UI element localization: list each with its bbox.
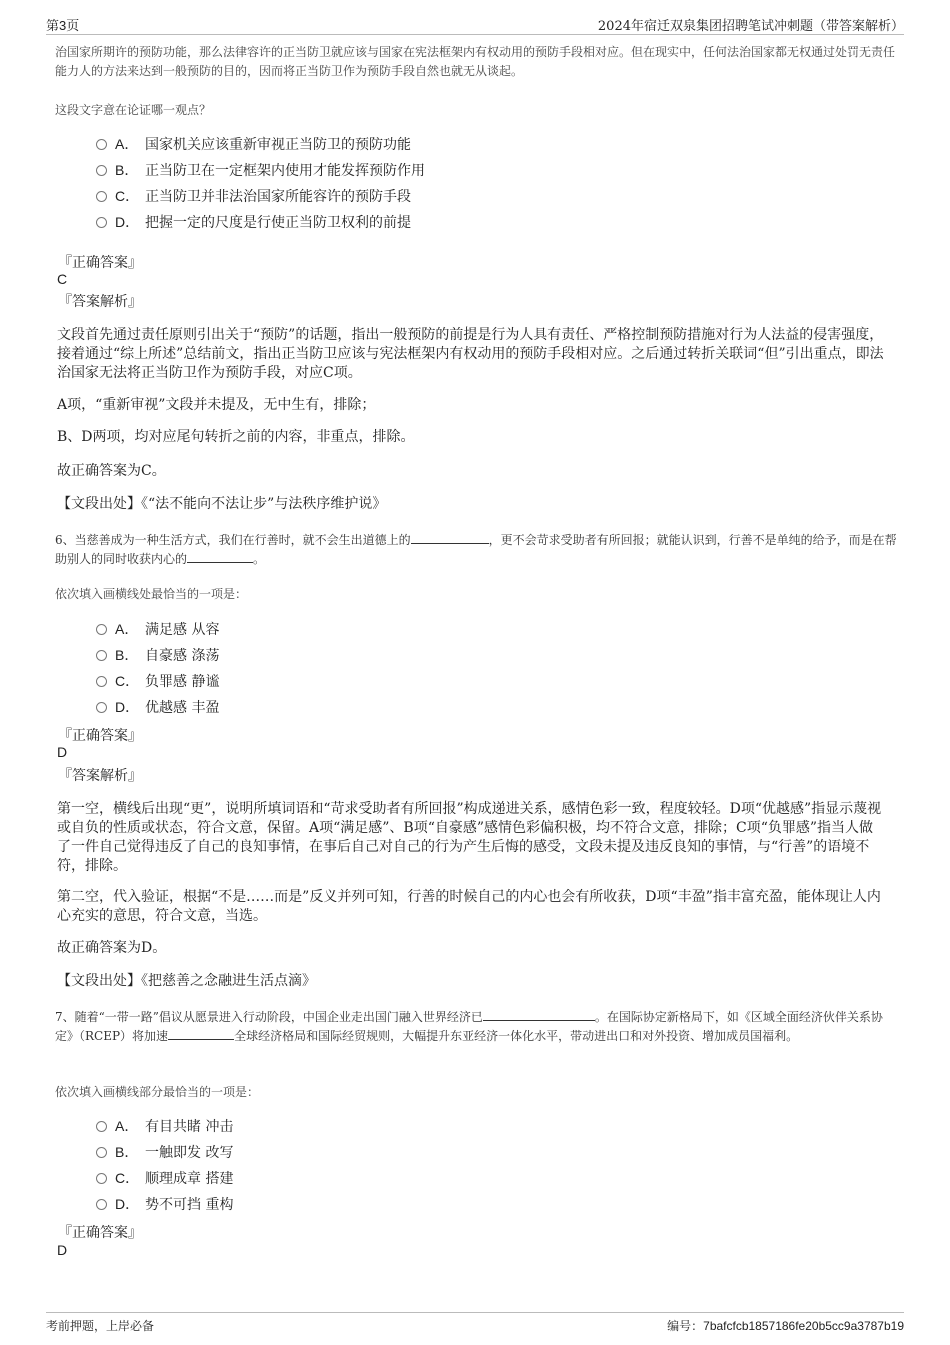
document-code: 编号：7bafcfcb1857186fe20b5cc9a3787b19 (667, 1319, 904, 1333)
q5-option-c[interactable]: C． 正当防卫并非法治国家所能容许的预防手段 (96, 183, 425, 209)
q6-answer-label: 『正确答案』 (58, 728, 142, 744)
radio-icon[interactable] (96, 1173, 107, 1184)
q5-analysis-paragraph: A项，“重新审视”文段并未提及，无中生有，排除； (57, 397, 376, 413)
q6-analysis-paragraph: 第一空，横线后出现“更”，说明所填词语和“苛求受助者有所回报”构成递进关系，感情色彩一致，程度较轻。D项“优越感”指显示蔑视或自负的性质或状态，符合文意，保留。A项“满足感”、B项“自豪感”感情色彩偏积极，均不符合文意，排除；C项“负罪感”指当人做了一件自己觉得违反了自己的良知事情，在事后自己对自己的行为产生后悔的感受，文段未提及违反良知的事情，与“行善”的语境不符，排除。 (57, 801, 882, 874)
q6-source: 【文段出处】《把慈善之念融进生活点滴》 (57, 973, 316, 989)
q5-option-a[interactable]: A． 国家机关应该重新审视正当防卫的预防功能 (96, 131, 425, 157)
q6-answer: D (57, 744, 68, 760)
q5-prompt: 这段文字意在论证哪一观点？ (55, 103, 212, 117)
q5-source: 【文段出处】《“法不能向不法让步”与法秩序维护说》 (57, 496, 387, 512)
q7-answer: D (57, 1242, 68, 1258)
fill-blank (483, 1008, 595, 1021)
document-title: 2024年宿迁双泉集团招聘笔试冲刺题（带答案解析） (597, 19, 904, 34)
q5-option-d[interactable]: D． 把握一定的尺度是行使正当防卫权利的前提 (96, 209, 425, 235)
radio-icon[interactable] (96, 191, 107, 202)
q6-option-c[interactable]: C． 负罪感 静谧 (96, 668, 219, 694)
footer-slogan: 考前押题，上岸必备 (46, 1319, 155, 1333)
q5-analysis-label: 『答案解析』 (58, 294, 142, 310)
q5-option-b[interactable]: B． 正当防卫在一定框架内使用才能发挥预防作用 (96, 157, 425, 183)
q6-prompt: 依次填入画横线处最恰当的一项是： (55, 587, 248, 601)
q7-options (96, 1113, 233, 1217)
q7-answer-label: 『正确答案』 (58, 1225, 142, 1241)
radio-icon[interactable] (96, 217, 107, 228)
radio-icon[interactable] (96, 1147, 107, 1158)
fill-blank (168, 1027, 234, 1040)
q5-answer-label: 『正确答案』 (58, 255, 142, 271)
q6-stem: 6、当慈善成为一种生活方式，我们在行善时，就不会生出道德上的 ，更不会苛求受助者有所回报；就能认识到，行善不是单纯的给予，而是在帮助别人的同时收获内心的 。 (55, 533, 897, 566)
q5-analysis-paragraph: B、D两项，均对应尾句转折之前的内容，非重点，排除。 (57, 429, 415, 445)
q5-answer: C (57, 271, 68, 287)
q7-option-d[interactable]: D． 势不可挡 重构 (96, 1191, 233, 1217)
q6-option-b[interactable]: B． 自豪感 涤荡 (96, 642, 219, 668)
q6-options (96, 616, 219, 720)
fill-blank (411, 531, 489, 544)
q5-analysis-paragraph: 故正确答案为C。 (57, 463, 166, 479)
q6-option-d[interactable]: D． 优越感 丰盈 (96, 694, 219, 720)
q5-passage: 治国家所期许的预防功能，那么法律容许的正当防卫就应该与国家在宪法框架内有权动用的预防手段相对应。但在现实中，任何法治国家都无权通过处罚无责任能力人的方法来达到一般预防的目的，因而将正当防卫作为预防手段自然也就无从谈起。 (55, 45, 896, 78)
radio-icon[interactable] (96, 676, 107, 687)
q5-options (96, 131, 425, 235)
q6-analysis-paragraph: 故正确答案为D。 (57, 940, 167, 956)
q7-option-a[interactable]: A． 有目共睹 冲击 (96, 1113, 233, 1139)
radio-icon[interactable] (96, 624, 107, 635)
fill-blank (187, 550, 253, 563)
q7-prompt: 依次填入画横线部分最恰当的一项是： (55, 1085, 260, 1099)
q5-analysis-paragraph: 文段首先通过责任原则引出关于“预防”的话题，指出一般预防的前提是行为人具有责任、严格控制预防措施对行为人法益的侵害强度，接着通过“综上所述”总结前文，指出正当防卫应该与宪法框架内有权动用的预防手段相对应。之后通过转折关联词“但”引出重点，即法治国家无法将正当防卫作为预防手段，对应C项。 (57, 327, 884, 381)
radio-icon[interactable] (96, 1121, 107, 1132)
page-number: 第3页 (46, 18, 80, 33)
q6-option-a[interactable]: A． 满足感 从容 (96, 616, 219, 642)
q6-analysis-paragraph: 第二空，代入验证，根据“不是……而是”反义并列可知，行善的时候自己的内心也会有所收获，D项“丰盈”指丰富充盈，能体现让人内心充实的意思，符合文意，当选。 (57, 889, 881, 924)
radio-icon[interactable] (96, 702, 107, 713)
radio-icon[interactable] (96, 165, 107, 176)
q7-option-c[interactable]: C． 顺理成章 搭建 (96, 1165, 233, 1191)
radio-icon[interactable] (96, 139, 107, 150)
page-footer (46, 1312, 904, 1333)
q7-stem: 7、随着“一带一路”倡议从愿景进入行动阶段，中国企业走出国门融入世界经济已 。在国际协定新格局下，如《区域全面经济伙伴关系协定》（RCEP）将加速 全球经济格局和国际经贸规则，大幅提升东亚经济一体化水平，带动进出口和对外投资、增加成员国福利。 (55, 1010, 883, 1043)
q7-option-b[interactable]: B． 一触即发 改写 (96, 1139, 233, 1165)
q6-analysis-label: 『答案解析』 (58, 768, 142, 784)
page-header (46, 12, 904, 35)
radio-icon[interactable] (96, 1199, 107, 1210)
radio-icon[interactable] (96, 650, 107, 661)
